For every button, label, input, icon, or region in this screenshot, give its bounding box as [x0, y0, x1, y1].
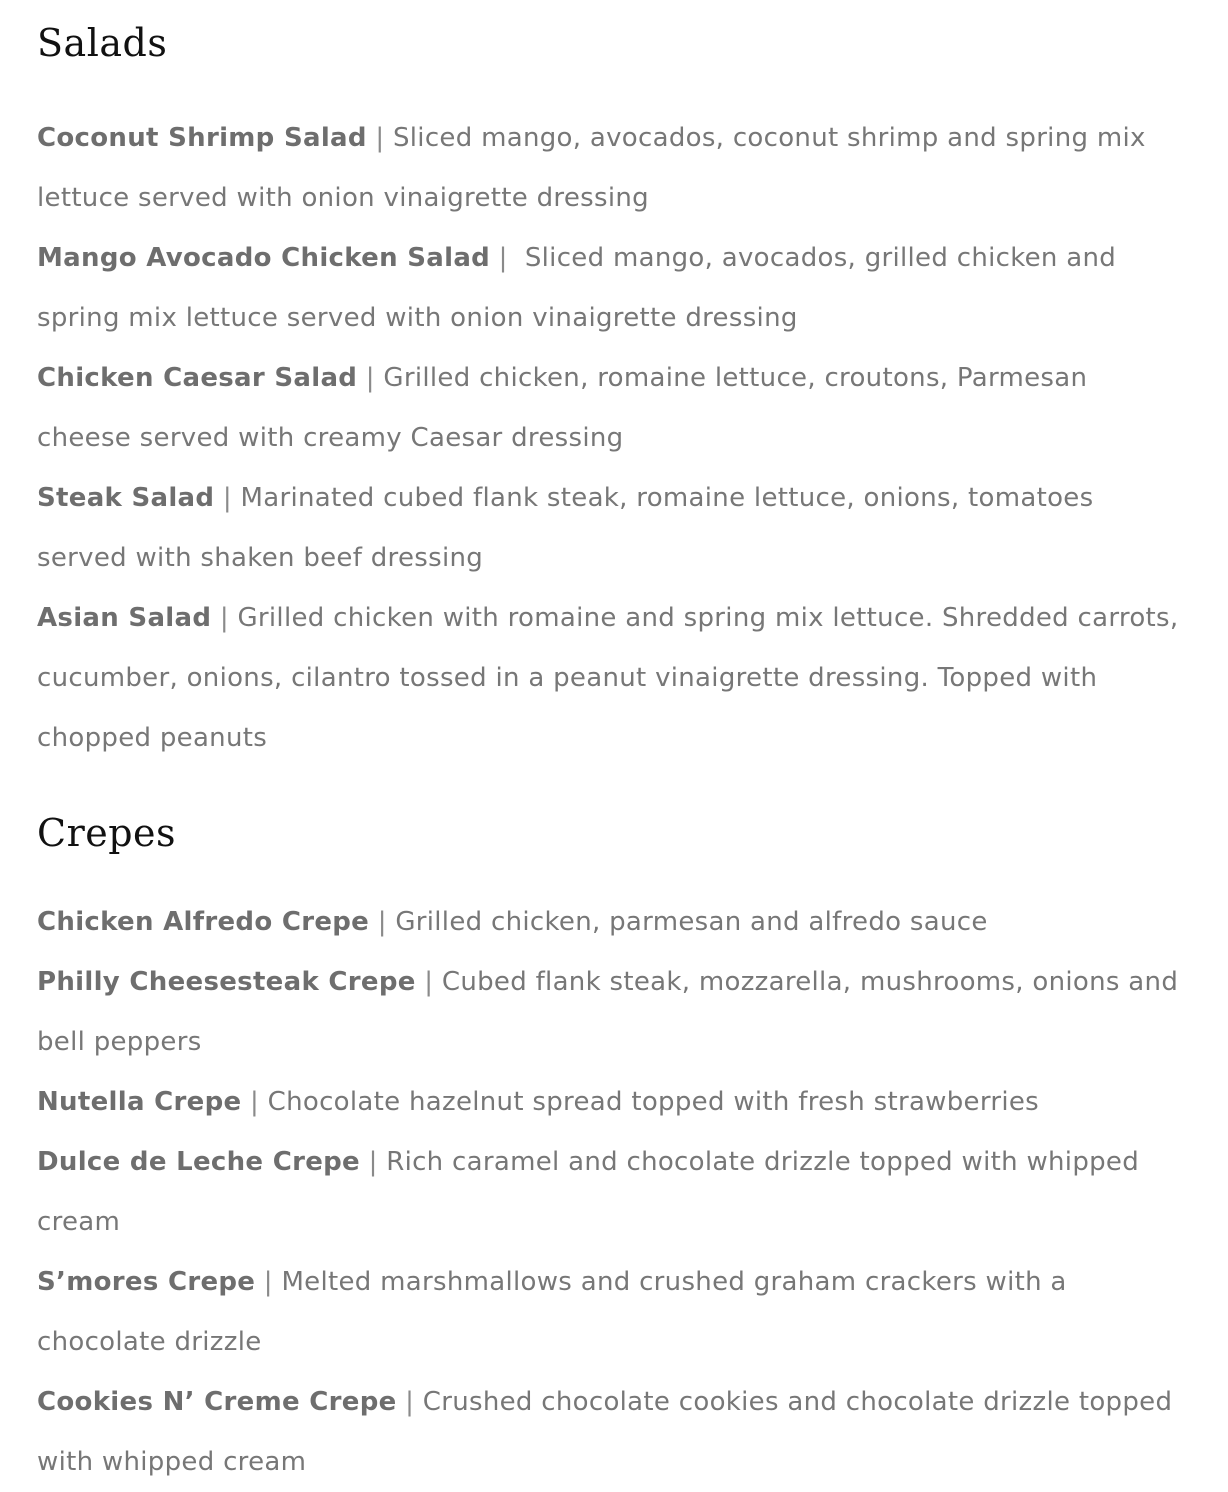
menu-item-name: Dulce de Leche Crepe — [37, 1147, 360, 1177]
menu-item-description: Grilled chicken with romaine and spring mix lettuce. Shredded carrots, cucumber, onions, cilantro tossed in a peanut vinaigrette dressing. Topped with chopped peanuts — [37, 603, 1179, 753]
menu-item-separator: | — [241, 1087, 268, 1117]
menu-item — [37, 468, 1187, 588]
menu-item — [37, 348, 1187, 468]
menu-item-name: S’mores Crepe — [37, 1267, 256, 1297]
menu-item-name: Steak Salad — [37, 483, 215, 513]
menu-item — [37, 1072, 1187, 1132]
menu-item-separator: | — [366, 123, 393, 153]
menu-page — [37, 0, 1187, 1492]
menu-item-description: Melted marshmallows and crushed graham crackers with a chocolate drizzle — [37, 1267, 1067, 1357]
menu-item — [37, 1252, 1187, 1372]
menu-item — [37, 1132, 1187, 1252]
menu-item-separator: | — [396, 1387, 423, 1417]
menu-item — [37, 588, 1187, 768]
menu-item-name: Asian Salad — [37, 603, 212, 633]
menu-item-name: Nutella Crepe — [37, 1087, 242, 1117]
menu-item-description: Sliced mango, avocados, grilled chicken and spring mix lettuce served with onion vinaigrette dressing — [37, 243, 1117, 333]
menu-item-separator: | — [214, 483, 241, 513]
salads-section — [37, 0, 1187, 768]
menu-item-separator: | — [255, 1267, 282, 1297]
salads-list — [37, 108, 1187, 768]
crepes-section — [37, 810, 1187, 1492]
menu-item-description: Marinated cubed flank steak, romaine lettuce, onions, tomatoes served with shaken beef dressing — [37, 483, 1094, 573]
crepes-heading: Crepes — [37, 811, 177, 855]
menu-item-description: Grilled chicken, parmesan and alfredo sauce — [395, 907, 988, 937]
menu-item-name: Chicken Caesar Salad — [37, 363, 358, 393]
crepes-list — [37, 892, 1187, 1492]
menu-item-name: Coconut Shrimp Salad — [37, 123, 367, 153]
menu-item-description: Chocolate hazelnut spread topped with fresh strawberries — [267, 1087, 1040, 1117]
menu-item-name: Cookies N’ Creme Crepe — [37, 1387, 397, 1417]
menu-item-description: Rich caramel and chocolate drizzle topped with whipped cream — [37, 1147, 1140, 1237]
menu-item-description: Cubed flank steak, mozzarella, mushrooms, onions and bell peppers — [37, 967, 1179, 1057]
menu-item-separator: | — [360, 1147, 387, 1177]
menu-item — [37, 1372, 1187, 1492]
menu-item-description: Sliced mango, avocados, coconut shrimp and spring mix lettuce served with onion vinaigrette dressing — [37, 123, 1146, 213]
menu-item-separator: | — [369, 907, 396, 937]
menu-item-separator: | — [490, 243, 525, 273]
menu-item-name: Philly Cheesesteak Crepe — [37, 967, 416, 997]
menu-item-description: Crushed chocolate cookies and chocolate drizzle topped with whipped cream — [37, 1387, 1173, 1477]
menu-item — [37, 892, 1187, 952]
menu-item-name: Mango Avocado Chicken Salad — [37, 243, 491, 273]
menu-item — [37, 228, 1187, 348]
menu-item-separator: | — [211, 603, 238, 633]
menu-item-separator: | — [415, 967, 442, 997]
menu-item-description: Grilled chicken, romaine lettuce, croutons, Parmesan cheese served with creamy Caesar dressing — [37, 363, 1088, 453]
menu-item — [37, 108, 1187, 228]
menu-item — [37, 952, 1187, 1072]
salads-heading: Salads — [37, 21, 168, 65]
menu-item-name: Chicken Alfredo Crepe — [37, 907, 370, 937]
menu-item-separator: | — [357, 363, 384, 393]
